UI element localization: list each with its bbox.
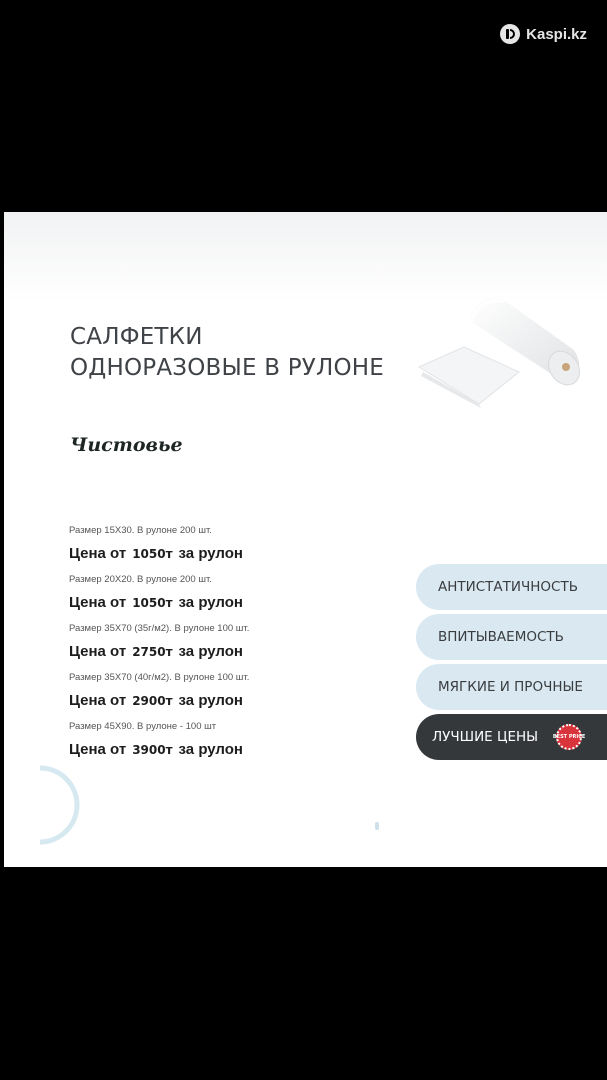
feature-label: ВПИТЫВАЕМОСТЬ bbox=[438, 629, 564, 645]
title-line-2: ОДНОРАЗОВЫЕ В РУЛОНЕ bbox=[70, 355, 385, 381]
price-line bbox=[69, 690, 249, 720]
feature-label: МЯГКИЕ И ПРОЧНЫЕ bbox=[438, 679, 583, 695]
decorative-dot bbox=[375, 822, 379, 830]
price-row bbox=[69, 720, 249, 769]
feature-pill-absorbency bbox=[416, 614, 607, 660]
size-text: Размер 35Х70 (35г/м2). В рулоне 100 шт. bbox=[69, 623, 250, 634]
title-line-1: САЛФЕТКИ bbox=[70, 324, 203, 350]
price-row bbox=[69, 573, 249, 622]
best-price-badge-icon: BEST PRICE bbox=[556, 724, 582, 750]
decorative-arc bbox=[30, 762, 80, 852]
price-prefix: Цена от bbox=[69, 594, 127, 611]
price-suffix: за рулон bbox=[178, 741, 243, 758]
feature-label: АНТИСТАТИЧНОСТЬ bbox=[438, 579, 578, 595]
size-text: Размер 35Х70 (40г/м2). В рулоне 100 шт. bbox=[69, 672, 250, 683]
brand-logo: Чистовье bbox=[70, 434, 183, 456]
price-prefix: Цена от bbox=[69, 741, 127, 758]
price-row bbox=[69, 671, 249, 720]
price-suffix: за рулон bbox=[178, 594, 243, 611]
price-suffix: за рулон bbox=[178, 545, 243, 562]
watermark-label: Kaspi.kz bbox=[526, 25, 587, 43]
feature-pill-soft-strong bbox=[416, 664, 607, 710]
price-value: 2750т bbox=[132, 645, 173, 659]
price-value: 3900т bbox=[132, 743, 173, 757]
feature-list bbox=[416, 564, 607, 764]
kaspi-logo-icon bbox=[500, 24, 520, 44]
price-value: 1050т bbox=[132, 547, 173, 561]
price-list bbox=[69, 524, 249, 769]
size-text: Размер 15Х30. В рулоне 200 шт. bbox=[69, 525, 212, 536]
feature-pill-best-price bbox=[416, 714, 607, 760]
price-line bbox=[69, 592, 249, 622]
price-value: 2900т bbox=[132, 694, 173, 708]
price-suffix: за рулон bbox=[178, 643, 243, 660]
size-text: Размер 45Х90. В рулоне - 100 шт bbox=[69, 721, 217, 732]
price-line bbox=[69, 641, 249, 671]
feature-pill-antistatic bbox=[416, 564, 607, 610]
price-line bbox=[69, 739, 249, 769]
size-text: Размер 20Х20. В рулоне 200 шт. bbox=[69, 574, 212, 585]
product-banner bbox=[4, 212, 607, 867]
price-prefix: Цена от bbox=[69, 643, 127, 660]
price-line bbox=[69, 543, 249, 573]
napkin-roll-image bbox=[409, 292, 589, 412]
price-prefix: Цена от bbox=[69, 692, 127, 709]
price-row bbox=[69, 622, 249, 671]
price-value: 1050т bbox=[132, 596, 173, 610]
price-suffix: за рулон bbox=[178, 692, 243, 709]
feature-label: ЛУЧШИЕ ЦЕНЫ bbox=[432, 729, 539, 745]
kaspi-watermark bbox=[500, 24, 587, 44]
product-title bbox=[70, 322, 384, 384]
price-row bbox=[69, 524, 249, 573]
price-prefix: Цена от bbox=[69, 545, 127, 562]
